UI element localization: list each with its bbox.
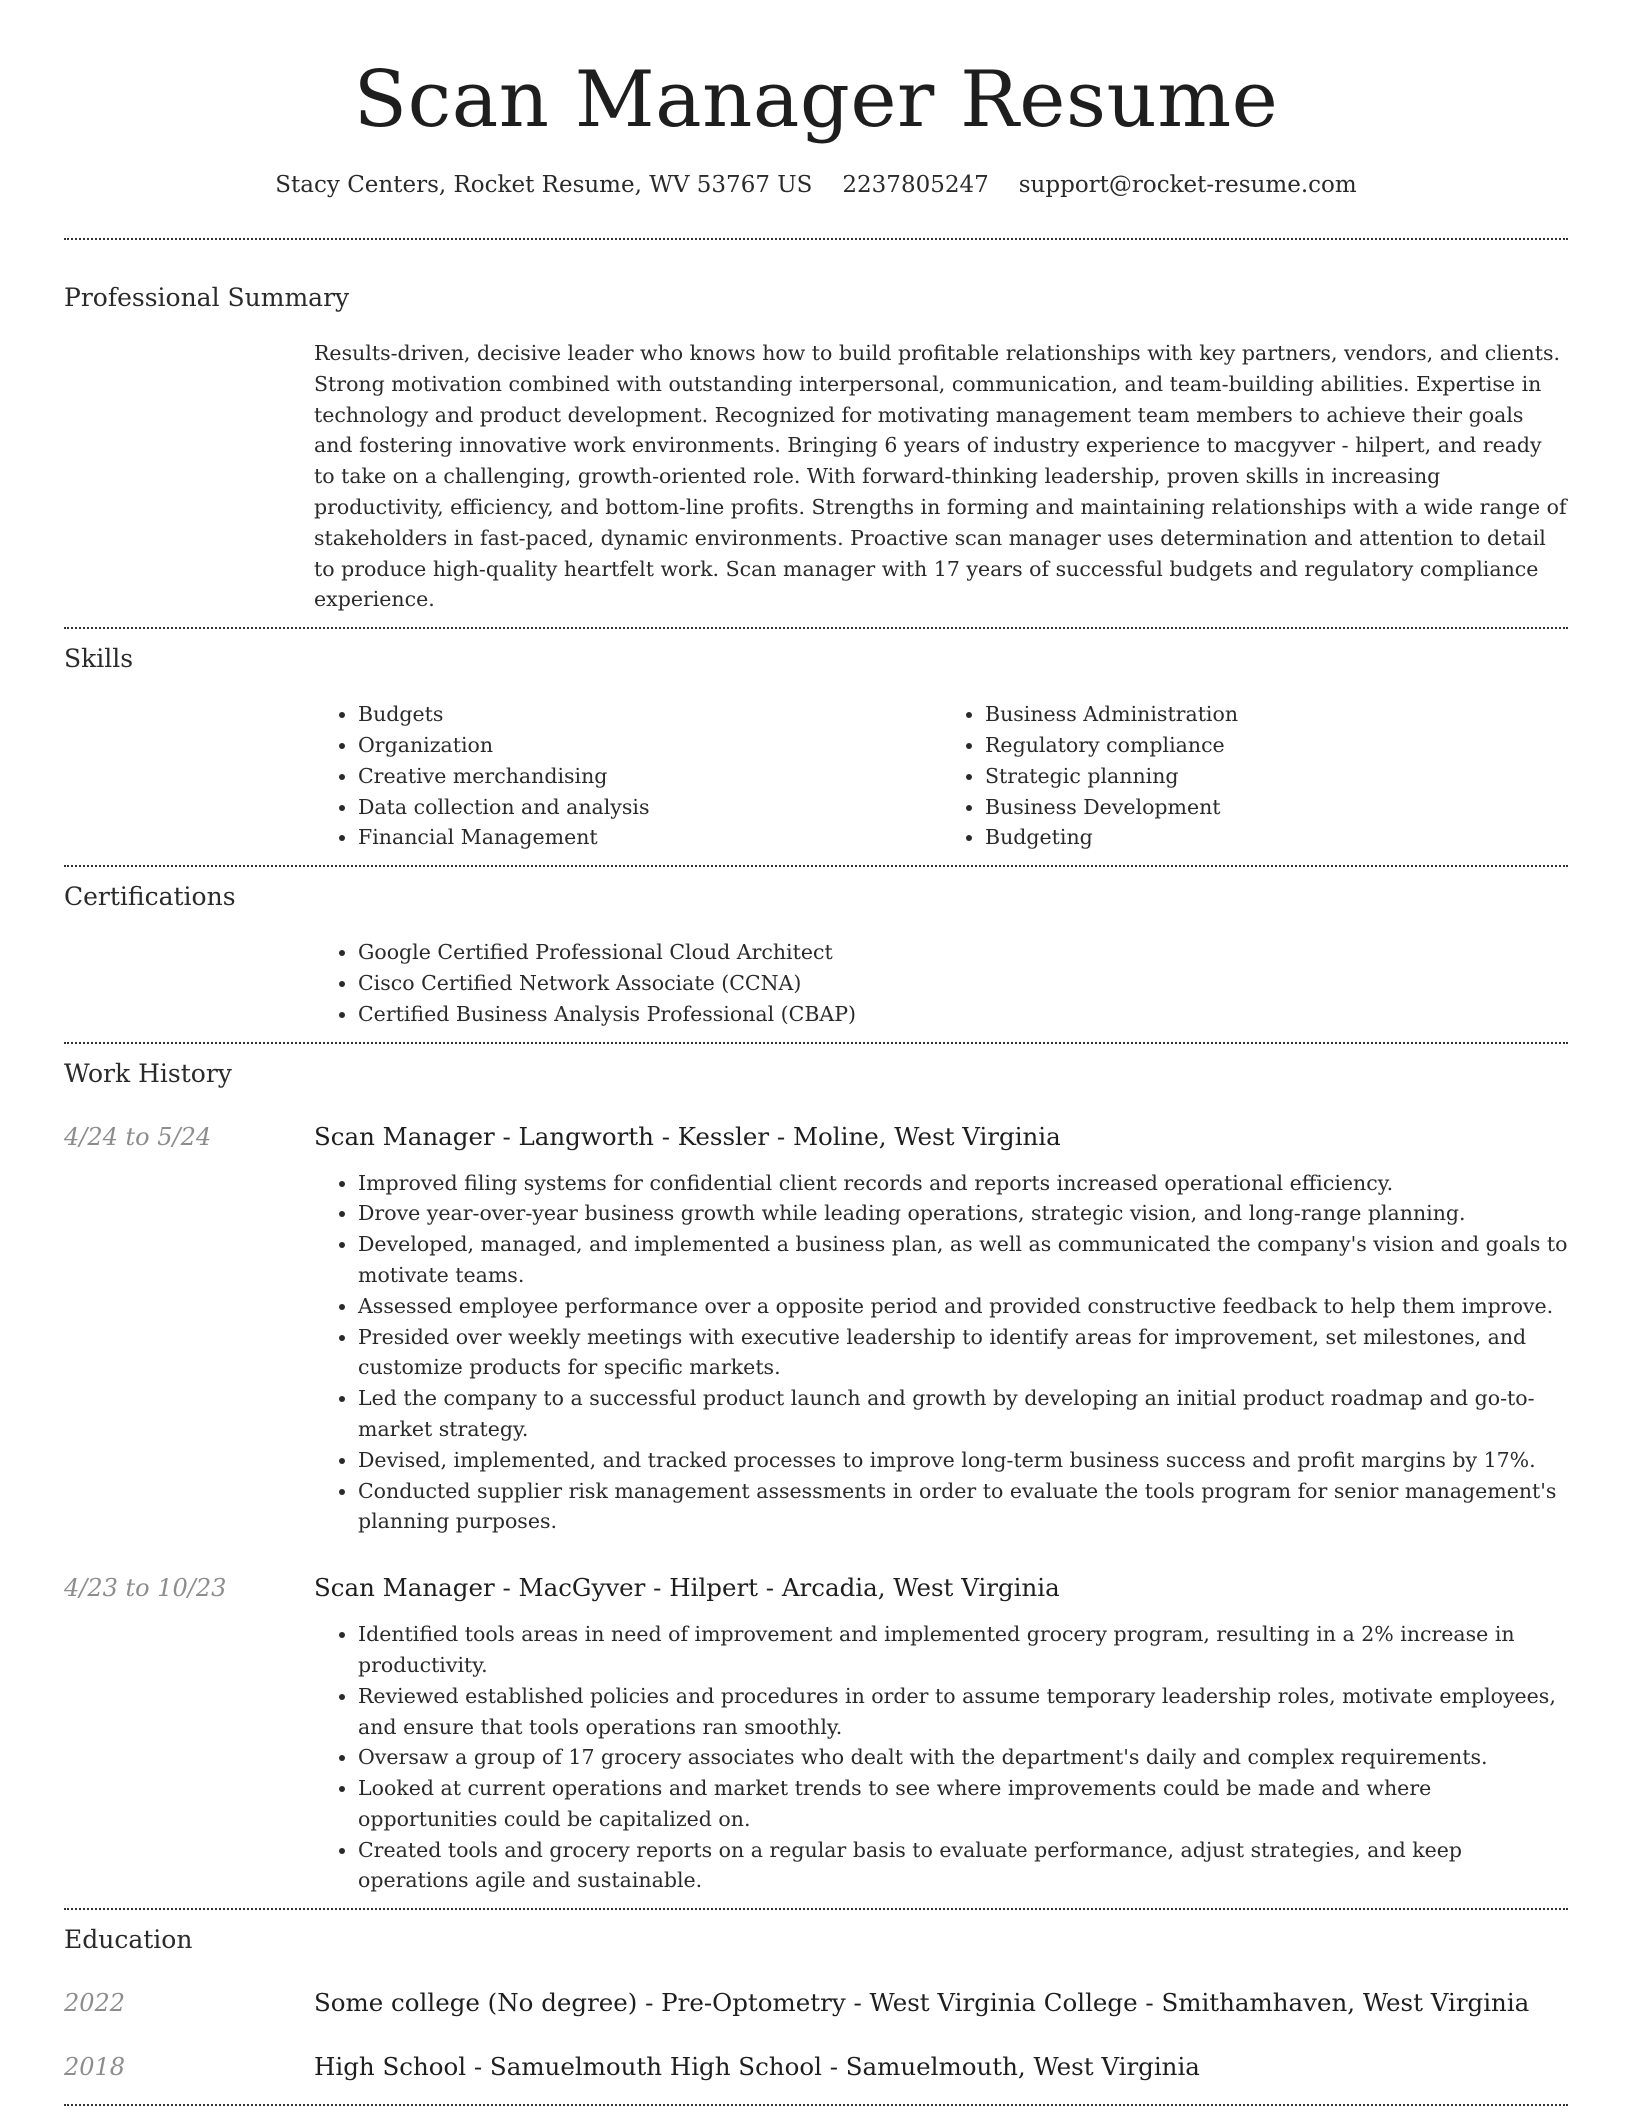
- certification-item: • Certified Business Analysis Professional (CBAP): [358, 999, 1568, 1030]
- education-section: [64, 1922, 1568, 2104]
- skill-item: • Regulatory compliance: [985, 730, 1568, 761]
- skill-item: • Creative merchandising: [358, 761, 941, 792]
- education-detail: High School - Samuelmouth High School - Samuelmouth, West Virginia: [314, 2052, 1200, 2082]
- contact-line: [64, 168, 1568, 202]
- education-entry: [64, 2050, 1568, 2104]
- section-divider: [64, 1908, 1568, 1910]
- education-entry: [64, 1986, 1568, 2020]
- skill-item: • Business Development: [985, 792, 1568, 823]
- job-bullet: • Oversaw a group of 17 grocery associates who dealt with the department's daily and complex requirements.: [358, 1742, 1568, 1773]
- job-bullet: • Looked at current operations and market trends to see where improvements could be made and where opportunities could be capitalized on.: [358, 1773, 1568, 1835]
- job-bullet: • Developed, managed, and implemented a business plan, as well as communicated the company's vision and goals to motivate teams.: [358, 1229, 1568, 1291]
- job-bullet: • Assessed employee performance over a opposite period and provided constructive feedback to help them improve.: [358, 1291, 1568, 1322]
- education-detail: Some college (No degree) - Pre-Optometry - West Virginia College - Smithamhaven, West Virginia: [314, 1988, 1530, 2018]
- skill-item: • Data collection and analysis: [358, 792, 941, 823]
- certification-item: • Google Certified Professional Cloud Architect: [358, 937, 1568, 968]
- certification-item: • Cisco Certified Network Associate (CCNA): [358, 968, 1568, 999]
- job-bullet: • Led the company to a successful product launch and growth by developing an initial product roadmap and go-to-market strategy.: [358, 1383, 1568, 1445]
- summary-section: [64, 280, 1568, 627]
- job-entry: [64, 1120, 1568, 1538]
- job-dates: 4/23 to 10/23: [64, 1574, 227, 1603]
- summary-heading: Professional Summary: [64, 283, 350, 312]
- job-title: Scan Manager - MacGyver - Hilpert - Arcadia, West Virginia: [314, 1573, 1060, 1603]
- certifications-section: [64, 879, 1568, 1041]
- skill-item: • Organization: [358, 730, 941, 761]
- contact-phone: 2237805247: [842, 172, 989, 198]
- certifications-list: [314, 937, 1568, 1029]
- contact-email: support@rocket-resume.com: [1018, 172, 1357, 198]
- education-year: 2022: [64, 1989, 126, 2018]
- job-bullet: • Reviewed established policies and procedures in order to assume temporary leadership roles, motivate employees, and ensure that tools operations ran smoothly.: [358, 1681, 1568, 1743]
- skill-item: • Financial Management: [358, 822, 941, 853]
- skills-list-right: [941, 699, 1568, 853]
- job-bullets: [314, 1168, 1568, 1538]
- job-bullets: [314, 1619, 1568, 1896]
- skills-heading: Skills: [64, 644, 134, 674]
- skills-list-left: [314, 699, 941, 853]
- skill-item: • Budgets: [358, 699, 941, 730]
- skill-item: • Budgeting: [985, 822, 1568, 853]
- section-divider: [64, 2104, 1568, 2106]
- job-entry: [64, 1571, 1568, 1908]
- section-divider: [64, 238, 1568, 240]
- skill-item: • Strategic planning: [985, 761, 1568, 792]
- work-history-section: [64, 1056, 1568, 1909]
- contact-address: Stacy Centers, Rocket Resume, WV 53767 US: [275, 172, 813, 198]
- job-bullet: • Identified tools areas in need of improvement and implemented grocery program, resulting in a 2% increase in productivity.: [358, 1619, 1568, 1681]
- summary-text: Results-driven, decisive leader who knows how to build profitable relationships with key partners, vendors, and clients. Strong motivation combined with outstanding interpersonal, communication, and team-building abilities. Expertise in technology and product development. Recognized for motivating management team members to achieve their goals and fostering innovative work environments. Bringing 6 years of industry experience to macgyver - hilpert, and ready to take on a challenging, growth-oriented role. With forward-thinking leadership, proven skills in increasing productivity, efficiency, and bottom-line profits. Strengths in forming and maintaining relationships with a wide range of stakeholders in fast-paced, dynamic environments. Proactive scan manager uses determination and attention to detail to produce high-quality heartfelt work. Scan manager with 17 years of successful budgets and regulatory compliance experience.: [314, 341, 1567, 612]
- job-bullet: • Presided over weekly meetings with executive leadership to identify areas for improvement, set milestones, and customize products for specific markets.: [358, 1322, 1568, 1384]
- skill-item: • Business Administration: [985, 699, 1568, 730]
- section-divider: [64, 627, 1568, 629]
- certifications-heading: Certifications: [64, 882, 236, 912]
- education-year: 2018: [64, 2053, 126, 2082]
- job-bullet: • Improved filing systems for confidential client records and reports increased operational efficiency.: [358, 1168, 1568, 1199]
- skills-section: [64, 641, 1568, 865]
- section-divider: [64, 1042, 1568, 1044]
- job-dates: 4/24 to 5/24: [64, 1122, 212, 1151]
- job-title: Scan Manager - Langworth - Kessler - Moline, West Virginia: [314, 1121, 1061, 1151]
- work-history-heading: Work History: [64, 1058, 232, 1088]
- job-bullet: • Drove year-over-year business growth while leading operations, strategic vision, and long-range planning.: [358, 1198, 1568, 1229]
- job-bullet: • Devised, implemented, and tracked processes to improve long-term business success and profit margins by 17%.: [358, 1445, 1568, 1476]
- education-heading: Education: [64, 1925, 193, 1955]
- section-divider: [64, 865, 1568, 867]
- job-bullet: • Conducted supplier risk management assessments in order to evaluate the tools program for senior management's planning purposes.: [358, 1476, 1568, 1538]
- job-bullet: • Created tools and grocery reports on a regular basis to evaluate performance, adjust strategies, and keep operations agile and sustainable.: [358, 1835, 1568, 1897]
- resume-title: Scan Manager Resume: [353, 55, 1279, 145]
